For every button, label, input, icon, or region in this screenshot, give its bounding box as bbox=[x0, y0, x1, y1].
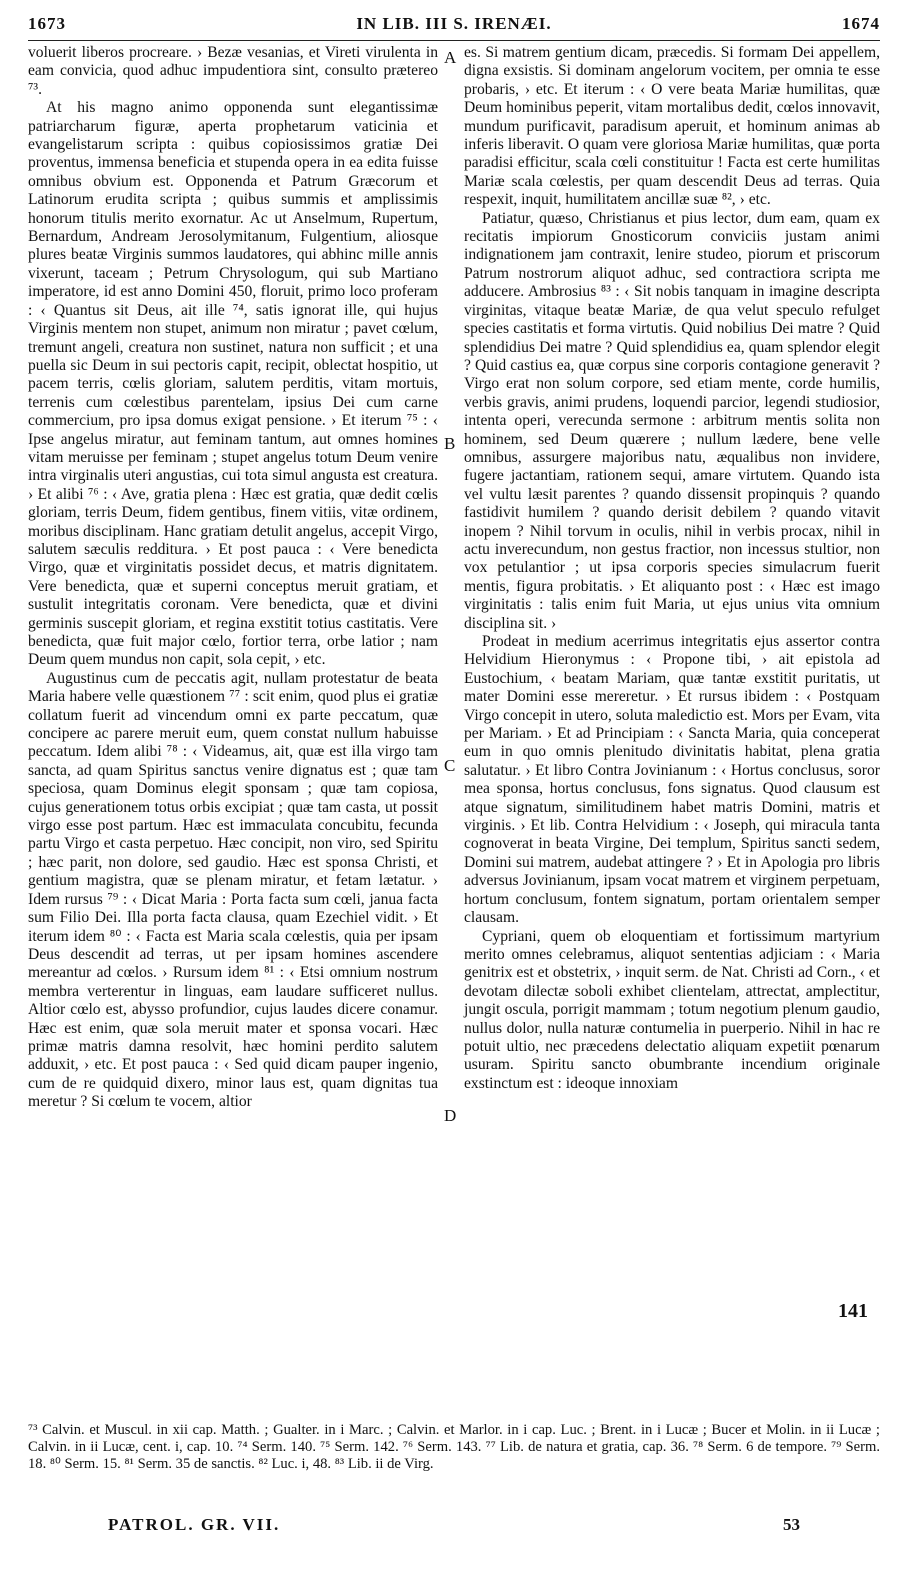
right-paragraph: Prodeat in medium acerrimus integritatis ejus assertor contra Helvidium Hieronymus : ‹ Propone tibi, › ait epistola ad Eustochium, ‹ beatam Mariam, quæ tantæ exstitit puritatis, ut mater Domini esse mereretur. › Et rursus ibidem : ‹ Postquam Virgo concepit in utero, soluta maledictio est. Mors per Evam, vita per Mariam. › Et ad Principiam : ‹ Sancta Maria, quia conceperat eum in quo omnis plenitudo divinitatis habitat, plena gratia salutatur. › Et libro Contra Jovinianum : ‹ Hortus conclusus, soror mea sponsa, hortus conclusus, fons signatus. Quod clausum est atque signatum, similitudinem habet matris Domini, matris et virginis. › Et lib. Contra Helvidium : ‹ Joseph, qui miracula tanta cognoverat in beata Virgine, Dei templum, Spiritus sancti sedem, Domini sui matrem, audebat attingere ? › Et in Apologia pro libris adversus Jovinianum, ipsam vocat matrem et virginem perpetuam, hortum conclusum, fontem signatum, portam orientalem semper clausam. bbox=[464, 633, 880, 927]
right-paragraph: es. Si matrem gentium dicam, præcedis. Si formam Dei appellem, digna exsistis. Si dominam angelorum vocitem, per omnia te esse probaris, › etc. Et iterum : ‹ O vere beata Mariæ humilitas, quæ Deum hominibus peperit, vitam mortalibus dedit, cœlos innovavit, mundum purificavit, paradisum aperuit, et hominum animas ab inferis liberavit. O quam vere gloriosa Mariæ humilitas, quæ porta paradisi efficitur, scala cœli constituitur ! Facta est certe humilitas Mariæ scala cœlestis, per quam descendit Deus ad terras. Quia respexit, inquit, humilitatem ancillæ suæ ⁸², › etc. bbox=[464, 44, 880, 209]
left-paragraph: Augustinus cum de peccatis agit, nullam protestatur de beata Maria habere velle quæstionem ⁷⁷ : scit enim, quod plus ei gratiæ collatum fuerit ad vincendum omni ex parte peccatum, quæ concipere ac parere meruit eum, quem constat nullum habuisse peccatum. Idem alibi ⁷⁸ : ‹ Videamus, ait, quæ est illa virgo tam sancta, ad quam Spiritus sanctus venire dignatus est ; quæ tam speciosa, quam Dominus elegit sponsam ; quæ tam copiosa, cujus generationem totus orbis excipiat ; quæ tam casta, ut possit virgo esse post partum. Hæc est immaculata concubitu, fecunda partu Virgo et casta perpetuo. Hæc concipit, non viro, sed Spiritu ; hæc parit, non dolore, sed gaudio. Hæc est sponsa Christi, et gentium magistra, quæ se plenam miratur, et fetam lætatur. › Idem rursus ⁷⁹ : ‹ Dicat Maria : Porta facta sum cœli, janua facta sum Filio Dei. Illa porta facta clausa, quam Ezechiel vidit. › Et iterum idem ⁸⁰ : ‹ Facta est Maria scala cœlestis, quia per ipsam Deus descendit ad terras, ut per ipsam homines ascendere mereantur ad cœlos. › Rursum idem ⁸¹ : ‹ Etsi omnium nostrum membra verterentur in linguas, eam laudare sufficeret nullus. Altior cœlo est, abysso profundior, cujus laudes dicere conamur. Hæc est enim, quæ sola meruit mater et sponsa vocari. Hæc primæ matris damna resolvit, hæc homini perdito salutem adduxit, › etc. Et post pauca : ‹ Sed quid dicam pauper ingenio, cum de re quidquid dixero, minor laus est, quam dignitas tua meretur ? Si cœlum te vocem, altior bbox=[28, 669, 438, 1111]
running-title: IN LIB. III S. IRENÆI. bbox=[356, 14, 552, 33]
right-paragraph: Patiatur, quæso, Christianus et pius lector, dum eam, quam ex recitatis impiorum Gnosticorum conviciis justam animi indignationem jam contraxit, lenire studeo, piorum et priscorum Patrum nostrorum aliquot adhuc, sed contractiora scripta me adducere. Ambrosius ⁸³ : ‹ Sit nobis tanquam in imagine descripta virginitas, vitaque beatæ Mariæ, de qua velut speculo refulget species castitatis et forma virtutis. Quid nobilius Dei matre ? Quid splendidius Dei matre ? Quid splendidius ea, quam splendor elegit ? Quid castius ea, quæ corpus sine corporis contagione generavit ? Virgo erat non solum corpore, sed etiam mente, corde humilis, verbis gravis, animi prudens, loquendi parcior, legendi studiosior, intenta operi, verecunda sermone : arbitrum mentis solita non hominem, sed Deum quærere ; nullum lædere, bene velle omnibus, assurgere majoribus natu, æqualibus non invidere, fugere jactantiam, rationem sequi, amare virtutem. Quando ista vel vultu læsit parentes ? quando dissensit propinquis ? quando fastidivit humilem ? quando derisit debilem ? quando vitavit inopem ? Nihil torvum in oculis, nihil in verbis procax, nihil in actu inverecundum, non gestus fractior, non incessus stultior, non vox petulantior ; ut ipsa corporis species simulacrum fuerit mentis, figura probitatis. › Et aliquanto post : ‹ Hæc est imago virginitatis : talis enim fuit Maria, ut ejus unius vita omnium disciplina sit. › bbox=[464, 209, 880, 632]
signature-mark: 141 bbox=[838, 1300, 868, 1322]
left-paragraph: At his magno animo opponenda sunt elegantissimæ patriarcharum figuræ, aperta prophetarum vaticinia et evangelistarum scripta : quibus copiosissimos gratiæ Dei proventus, immensa beneficia et stupenda opera in ea edita fuisse omnibus obvium est. Opponenda et Patrum Græcorum et Latinorum erudita scripta ; quibus summis et amplissimis honorum titulis merito exornatur. Ac ut Anselmum, Rupertum, Bernardum, Andream Jerosolymitanum, Fulgentium, aliosque plures beatæ Virginis summos laudatores, qui abhinc mille annis vixerunt, taceam ; Petrum Chrysologum, qui sub Martiano imperatore, id est anno Domini 450, floruit, primo loco proferam : ‹ Quantus sit Deus, ait ille ⁷⁴, satis ignorat ille, qui hujus Virginis mentem non stupet, animum non miratur ; pavet cœlum, tremunt angeli, creatura non sustinet, natura non sufficit ; et una puella sic Deum in sui pectoris capit, recipit, oblectat hospitio, ut pacem terris, cœlis gloriam, salutem perditis, vitam mortuis, terrenis cum cœlestibus parentelam, ipsius Dei cum carne commercium, pro ipsa domus exigat pensione. › Et iterum ⁷⁵ : ‹ Ipse angelus miratur, aut feminam tantum, aut omnes homines vitam meruisse per feminam ; stupet angelus totum Deum venire intra virginalis uteri angustias, cui tota simul angusta est creatura. › Et alibi ⁷⁶ : ‹ Ave, gratia plena : Hæc est gratia, quæ dedit cœlis gloriam, terris Deum, fidem gentibus, finem vitiis, vitæ ordinem, moribus disciplinam. Hanc gratiam detulit angelus, accepit Virgo, salutem sæculis redditura. › Et post pauca : ‹ Vere benedicta Virgo, quæ et virginitatis possidet decus, et matris dignitatem. Vere benedicta, quæ et superni conceptus meruit gratiam, et sustulit integritatis coronam. Vere benedicta, quæ et divini germinis suscepit gloriam, et regina exstitit totius castitatis. Vere benedicta, quæ fuit major cœlo, fortior terra, orbe latior ; nam Deum quem mundus non capit, sola cepit, › etc. bbox=[28, 99, 438, 669]
right-column-number: 1674 bbox=[842, 14, 880, 33]
margin-marker-c: C bbox=[444, 756, 456, 775]
left-paragraph: voluerit liberos procreare. › Bezæ vesanias, et Vireti virulenta in eam convicia, quod adhuc impudentiora sint, consulto prætereo ⁷³. bbox=[28, 44, 438, 98]
header-rule bbox=[28, 40, 880, 41]
margin-marker-b: B bbox=[444, 434, 456, 453]
footer-sheet-number: 53 bbox=[783, 1515, 800, 1534]
margin-marker-a: A bbox=[444, 48, 457, 67]
left-column bbox=[28, 44, 438, 1112]
right-paragraph: Cypriani, quem ob eloquentiam et fortissimum martyrium merito omnes celebramus, aliquot sententias adjiciam : ‹ Maria genitrix est et obstetrix, › inquit serm. de Nat. Christi ad Corn., ‹ et devotam dilectæ soboli exhibet clientelam, attrectat, amplectitur, jungit oscula, porrigit mammam ; totum negotium plenum gaudio, nullus dolor, nulla naturæ contumelia in puerperio. Nihil in hac re potuit ultio, nec præcedens delectatio aliquam expetiit pœnarum usuram. Spiritu sancto obumbrante incendium originale exstinctum est : ideoque innoxiam bbox=[464, 927, 880, 1092]
page-footer bbox=[108, 1515, 800, 1537]
margin-marker-d: D bbox=[444, 1106, 457, 1125]
left-column-number: 1673 bbox=[28, 14, 66, 33]
footnotes: ⁷³ Calvin. et Muscul. in xii cap. Matth. ; Gualter. in i Marc. ; Calvin. et Marlor. in i cap. Luc. ; Brent. in i Lucæ ; Bucer et Molin. in ii Lucæ ; Calvin. in ii Lucæ, cent. i, cap. 10. ⁷⁴ Serm. 140. ⁷⁵ Serm. 142. ⁷⁶ Serm. 143. ⁷⁷ Lib. de natura et gratia, cap. 36. ⁷⁸ Serm. 6 de tempore. ⁷⁹ Serm. 18. ⁸⁰ Serm. 15. ⁸¹ Serm. 35 de sanctis. ⁸² Luc. i, 48. ⁸³ Lib. ii de Virg. bbox=[28, 1422, 880, 1473]
right-column bbox=[464, 44, 880, 1093]
footer-volume: PATROL. GR. VII. bbox=[108, 1515, 281, 1534]
running-header bbox=[28, 14, 880, 38]
